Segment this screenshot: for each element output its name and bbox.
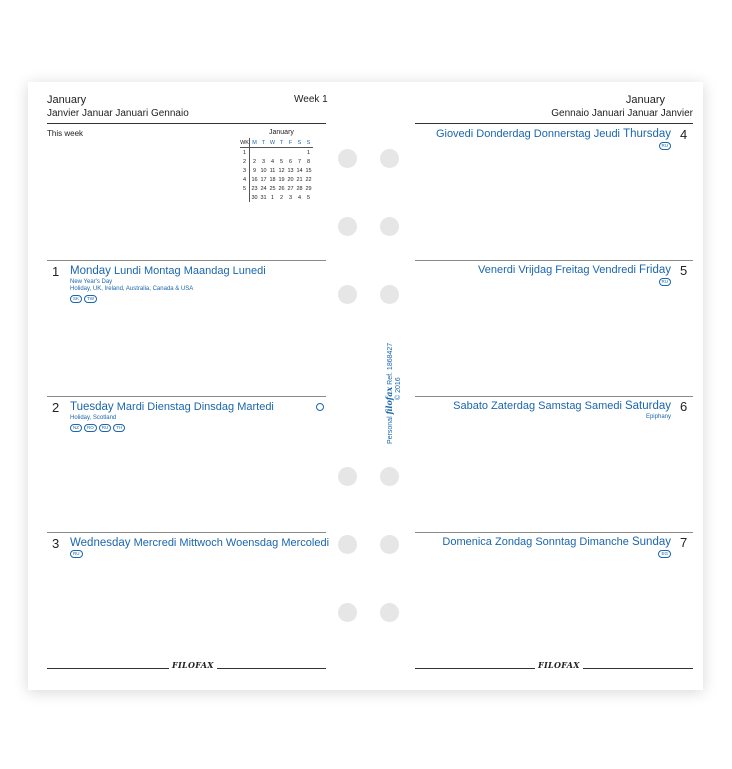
country-badge: RO — [84, 424, 97, 432]
country-badge: SK — [70, 295, 82, 303]
day-number: 6 — [680, 399, 688, 414]
day-translations: Mercredi Mittwoch Woensdag Mercoledi — [133, 537, 330, 549]
mini-cal-header: M — [250, 138, 260, 148]
day-name: Thursday — [623, 128, 671, 140]
day-translations: Sabato Zaterdag Samstag Samedi — [453, 400, 622, 412]
mini-cal-day: 3 — [261, 158, 266, 165]
mini-cal-day: 17 — [260, 176, 267, 183]
mini-cal-day: 29 — [305, 185, 312, 192]
right-month-title: January — [625, 94, 665, 106]
day-divider — [415, 532, 693, 533]
day-heading — [70, 265, 266, 277]
mini-cal-week — [240, 193, 250, 202]
mini-cal-row — [240, 148, 313, 158]
ring-hole — [380, 217, 399, 236]
holiday-note: Holiday, Scotland — [70, 415, 117, 421]
day-number: 1 — [52, 264, 60, 279]
right-header-rule — [415, 123, 693, 124]
mini-cal-day: 10 — [260, 167, 267, 174]
day-name: Tuesday — [70, 401, 114, 413]
mini-calendar — [240, 138, 313, 202]
mini-cal-day — [277, 148, 286, 158]
day-number: 5 — [680, 263, 688, 278]
spine-copyright: © 2016 — [395, 377, 402, 400]
day-heading — [436, 128, 671, 140]
country-badges — [659, 278, 672, 286]
mini-cal-header: T — [259, 138, 268, 148]
mini-cal-row — [240, 184, 313, 193]
country-badges — [658, 550, 671, 558]
mini-cal-header: W — [269, 139, 276, 146]
ring-hole — [380, 467, 399, 486]
spine-imprint — [384, 343, 394, 444]
day-divider — [415, 396, 693, 397]
day-translations: Mardi Dienstag Dinsdag Martedi — [116, 401, 274, 413]
mini-calendar-title: January — [269, 129, 294, 136]
mini-cal-header: S — [295, 138, 304, 148]
day-heading — [453, 400, 671, 412]
day-number: 4 — [680, 127, 688, 142]
filofax-logo: FILOFAX — [169, 660, 217, 670]
mini-cal-day: 16 — [251, 176, 258, 183]
mini-cal-day — [295, 148, 304, 158]
mini-cal-row — [240, 157, 313, 166]
country-badge: RU — [70, 550, 83, 558]
mini-cal-day: 15 — [305, 167, 312, 174]
holiday-note: Holiday, UK, Ireland, Australia, Canada & USA — [70, 286, 194, 292]
day-heading — [442, 536, 671, 548]
mini-cal-day: 7 — [297, 158, 302, 165]
mini-cal-day: 9 — [252, 167, 257, 174]
mini-cal-day — [268, 148, 277, 158]
mini-cal-day: 5 — [279, 158, 284, 165]
mini-cal-day: 4 — [270, 158, 275, 165]
diary-spread — [28, 82, 703, 690]
mini-cal-day: 6 — [288, 158, 293, 165]
mini-cal-header: S — [304, 138, 313, 148]
day-number: 2 — [52, 400, 60, 415]
day-translations: Domenica Zondag Sonntag Dimanche — [442, 536, 629, 548]
full-moon-icon — [316, 403, 324, 411]
week-label: Week 1 — [294, 94, 328, 105]
day-divider — [47, 396, 326, 397]
mini-cal-day: 3 — [288, 194, 293, 201]
mini-cal-week: 2 — [240, 157, 250, 166]
ring-hole — [380, 535, 399, 554]
mini-cal-week: 3 — [240, 166, 250, 175]
country-badge: NZ — [70, 424, 82, 432]
mini-cal-day: 2 — [279, 194, 284, 201]
day-name: Saturday — [624, 400, 671, 412]
day-translations: Giovedi Donderdag Donnerstag Jeudi — [435, 128, 620, 140]
ring-hole — [380, 285, 399, 304]
mini-cal-day — [259, 148, 268, 158]
day-number: 3 — [52, 536, 60, 551]
mini-cal-day: 22 — [305, 176, 312, 183]
ring-hole — [338, 285, 357, 304]
mini-cal-day: 13 — [287, 167, 294, 174]
country-badge: RU — [99, 424, 112, 432]
day-divider — [47, 260, 326, 261]
country-badge: EG — [658, 550, 671, 558]
ring-hole — [338, 603, 357, 622]
mini-cal-week: 1 — [240, 148, 250, 158]
mini-cal-week: 5 — [240, 184, 250, 193]
mini-cal-day: 1 — [270, 194, 275, 201]
mini-cal-row — [240, 175, 313, 184]
day-name: Wednesday — [70, 537, 131, 549]
mini-cal-day: 11 — [269, 167, 276, 174]
holiday-note: New Year's Day — [70, 279, 113, 285]
mini-cal-day: 14 — [296, 167, 303, 174]
mini-cal-day: 18 — [269, 176, 276, 183]
mini-cal-day: 5 — [306, 194, 311, 201]
ring-hole — [338, 467, 357, 486]
day-heading — [478, 264, 671, 276]
left-month-translations: Janvier Januar Januari Gennaio — [47, 108, 189, 119]
mini-cal-day: 20 — [287, 176, 294, 183]
ring-hole — [380, 603, 399, 622]
mini-cal-row — [240, 193, 313, 202]
mini-cal-day — [250, 148, 260, 158]
mini-cal-day — [286, 148, 295, 158]
mini-cal-day: 30 — [251, 194, 258, 201]
day-name: Sunday — [631, 536, 671, 548]
mini-cal-day: 1 — [306, 149, 311, 156]
holiday-note: Epiphany — [645, 414, 671, 420]
ring-hole — [380, 149, 399, 168]
left-month-title: January — [47, 94, 87, 106]
country-badges — [70, 424, 125, 432]
mini-cal-day: 2 — [252, 158, 257, 165]
country-badges — [70, 295, 97, 303]
spine-personal: Personal — [387, 416, 394, 444]
mini-cal-day: 23 — [251, 185, 258, 192]
mini-cal-day: 12 — [278, 167, 285, 174]
ring-hole — [338, 149, 357, 168]
ring-hole — [338, 217, 357, 236]
ring-hole — [338, 535, 357, 554]
day-divider — [47, 532, 326, 533]
mini-cal-header: F — [286, 138, 295, 148]
mini-cal-row — [240, 166, 313, 175]
country-badge: RU — [659, 142, 672, 150]
mini-cal-day: 19 — [278, 176, 285, 183]
mini-cal-day: 21 — [296, 176, 303, 183]
day-translations: Lundi Montag Maandag Lunedi — [113, 265, 266, 277]
day-heading — [70, 537, 329, 549]
mini-cal-day: 4 — [297, 194, 302, 201]
country-badge: TH — [113, 424, 125, 432]
mini-cal-day: 28 — [296, 185, 303, 192]
left-header-rule — [47, 123, 326, 124]
mini-cal-header: WK — [240, 139, 249, 146]
country-badges — [70, 550, 83, 558]
mini-cal-day: 27 — [287, 185, 294, 192]
day-divider — [415, 260, 693, 261]
country-badges — [659, 142, 672, 150]
right-month-translations: Gennaio Januari Januar Janvier — [551, 108, 693, 119]
filofax-logo: FILOFAX — [535, 660, 583, 670]
mini-cal-day: 24 — [260, 185, 267, 192]
country-badge: RU — [659, 278, 672, 286]
mini-cal-day: 31 — [260, 194, 267, 201]
spine-brand: filofax — [384, 386, 394, 415]
mini-cal-week: 4 — [240, 175, 250, 184]
country-badge: TW — [84, 295, 97, 303]
mini-cal-day: 8 — [306, 158, 311, 165]
day-translations: Venerdi Vrijdag Freitag Vendredi — [478, 264, 636, 276]
mini-cal-header: T — [277, 138, 286, 148]
day-heading — [70, 401, 274, 413]
day-number: 7 — [680, 535, 688, 550]
day-name: Friday — [639, 264, 671, 276]
day-name: Monday — [70, 265, 111, 277]
spine-ref: Ref. 1868427 — [387, 342, 394, 385]
mini-cal-day: 26 — [278, 185, 285, 192]
this-week-label: This week — [47, 129, 84, 138]
mini-cal-day: 25 — [269, 185, 276, 192]
